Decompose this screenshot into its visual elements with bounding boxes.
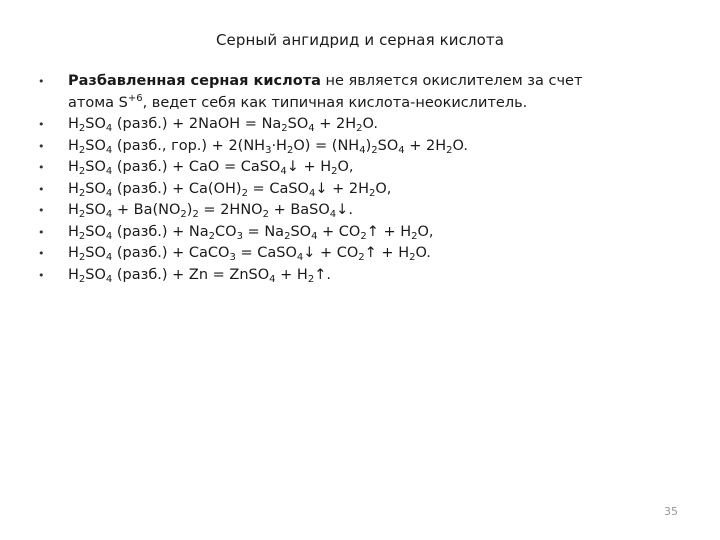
text-segment: = CaSO [235, 245, 297, 261]
text-line [68, 243, 678, 265]
text-line [68, 93, 678, 115]
text-segment: O. [452, 137, 468, 154]
subscript: 2 [78, 252, 86, 263]
text-segment: ↓ + CO [303, 245, 359, 261]
subscript: 4 [280, 166, 287, 177]
subscript: 4 [329, 209, 337, 220]
list-item [38, 71, 678, 114]
subscript: 2 [241, 187, 248, 199]
subscript: 4 [359, 144, 366, 156]
text-segment: = 2HNO [198, 202, 263, 218]
list-item [38, 222, 678, 244]
list-item [38, 157, 678, 179]
list-item [38, 179, 678, 201]
text-segment: + BaSO [268, 202, 330, 218]
text-segment: O, [375, 180, 392, 197]
bullet-marker: • [38, 225, 45, 239]
text-segment: = Na [242, 223, 285, 240]
subscript: 2 [78, 187, 86, 199]
text-segment: (разб.) + 2NaOH = Na [112, 116, 282, 132]
subscript: 2 [281, 123, 288, 134]
text-segment: H [68, 137, 79, 154]
subscript: 2 [358, 252, 365, 263]
subscript: 2 [78, 166, 86, 177]
subscript: 2 [78, 123, 86, 134]
subscript: 3 [229, 252, 236, 263]
subscript: 4 [308, 187, 316, 199]
subscript: 2 [180, 209, 187, 220]
page-number: 35 [664, 505, 678, 518]
bullet-marker: • [38, 75, 45, 88]
subscript: 2 [371, 144, 378, 156]
text-segment: ↑ + H [366, 223, 412, 240]
list-item [38, 243, 678, 265]
text-segment: CO [215, 223, 237, 240]
text-segment: ·H [271, 137, 287, 154]
subscript: 4 [105, 273, 113, 285]
text-line [68, 179, 678, 201]
text-segment: H [68, 159, 79, 175]
subscript: 2 [208, 230, 216, 242]
subscript: 4 [398, 144, 405, 156]
subscript: 2 [331, 166, 338, 177]
text-segment: H [68, 202, 79, 218]
subscript: 3 [236, 230, 243, 242]
text-segment: SO [287, 116, 309, 132]
subscript: 2 [78, 144, 86, 156]
text-segment: + H [275, 266, 308, 283]
text-line [68, 136, 678, 158]
subscript: 2 [78, 230, 86, 242]
text-segment: + Ba(NO [112, 202, 181, 218]
superscript: +6 [127, 92, 143, 104]
text-segment: SO [85, 159, 106, 175]
text-segment: атома S [68, 94, 128, 111]
text-segment: SO [85, 137, 106, 154]
bullet-marker: • [38, 247, 45, 260]
subscript: 4 [308, 123, 315, 134]
subscript: 2 [262, 209, 269, 220]
bullet-list [38, 71, 678, 286]
text-segment: (разб., гор.) + 2(NH [112, 137, 266, 154]
subscript: 4 [105, 144, 113, 156]
text-segment: O, [337, 159, 354, 175]
subscript: 2 [409, 252, 416, 263]
text-segment: (разб.) + CaO = CaSO [112, 159, 281, 175]
text-segment: O) = (NH [293, 137, 360, 154]
text-segment: SO [85, 245, 106, 261]
slide-title: Серный ангидрид и серная кислота [215, 31, 505, 49]
subscript: 2 [78, 273, 86, 285]
subscript: 2 [192, 209, 199, 220]
subscript: 2 [78, 209, 86, 220]
text-line [68, 114, 678, 136]
subscript: 2 [360, 230, 367, 242]
text-segment: H [68, 223, 79, 240]
text-segment: SO [85, 202, 106, 218]
text-segment: + 2H [314, 116, 357, 132]
text-segment: O. [415, 245, 431, 261]
text-segment: ↓ + H [286, 159, 332, 175]
subscript: 2 [286, 144, 294, 156]
text-segment: = CaSO [247, 180, 309, 197]
text-segment: SO [85, 116, 106, 132]
subscript: 2 [446, 144, 453, 156]
text-line [68, 200, 678, 222]
subscript: 2 [307, 273, 315, 285]
subscript: 2 [356, 123, 363, 134]
text-segment: SO [290, 223, 312, 240]
list-item [38, 200, 678, 222]
text-line [68, 222, 678, 244]
text-segment: , ведет себя как типичная кислота-неокислитель. [142, 94, 528, 111]
text-segment: O. [362, 116, 378, 132]
text-segment: ↓. [336, 202, 353, 218]
subscript: 4 [105, 123, 113, 134]
bullet-marker: • [38, 182, 45, 196]
text-segment: + 2H [404, 137, 447, 154]
bullet-marker: • [38, 268, 45, 282]
bullet-marker: • [38, 118, 45, 131]
subscript: 2 [411, 230, 418, 242]
list-item [38, 114, 678, 136]
text-segment: SO [85, 223, 106, 240]
subscript: 4 [105, 230, 113, 242]
bullet-marker: • [38, 139, 45, 153]
list-item [38, 136, 678, 158]
text-segment: (разб.) + CaCO [112, 245, 230, 261]
text-segment: (разб.) + Ca(OH) [112, 180, 242, 197]
text-segment: SO [377, 137, 399, 154]
text-segment: не является окислителем за счет [320, 73, 583, 89]
text-segment: H [68, 116, 79, 132]
subscript: 3 [265, 144, 272, 156]
bullet-marker: • [38, 204, 45, 217]
bullet-marker: • [38, 161, 45, 174]
bold-text: Разбавленная серная кислота [68, 73, 321, 89]
subscript: 4 [269, 273, 276, 285]
text-segment: ) [186, 202, 193, 218]
subscript: 2 [284, 230, 291, 242]
subscript: 2 [368, 187, 376, 199]
text-line [68, 157, 678, 179]
text-segment: O, [417, 223, 434, 240]
text-segment: (разб.) + Na [112, 223, 209, 240]
text-segment: H [68, 180, 79, 197]
text-segment: ↓ + 2H [315, 180, 369, 197]
text-segment: SO [85, 180, 106, 197]
subscript: 4 [296, 252, 304, 263]
text-segment: SO [85, 266, 106, 283]
text-segment: H [68, 266, 79, 283]
text-line [68, 71, 678, 93]
subscript: 4 [311, 230, 318, 242]
text-segment: ) [365, 137, 372, 154]
subscript: 4 [105, 166, 113, 177]
text-segment: ↑. [314, 266, 331, 283]
text-segment: ↑ + H [364, 245, 410, 261]
list-item [38, 265, 678, 287]
text-line [68, 265, 678, 287]
text-segment: (разб.) + Zn = ZnSO [112, 266, 270, 283]
subscript: 4 [105, 252, 113, 263]
subscript: 4 [105, 187, 113, 199]
text-segment: + CO [317, 223, 361, 240]
text-segment: H [68, 245, 79, 261]
subscript: 4 [105, 209, 113, 220]
